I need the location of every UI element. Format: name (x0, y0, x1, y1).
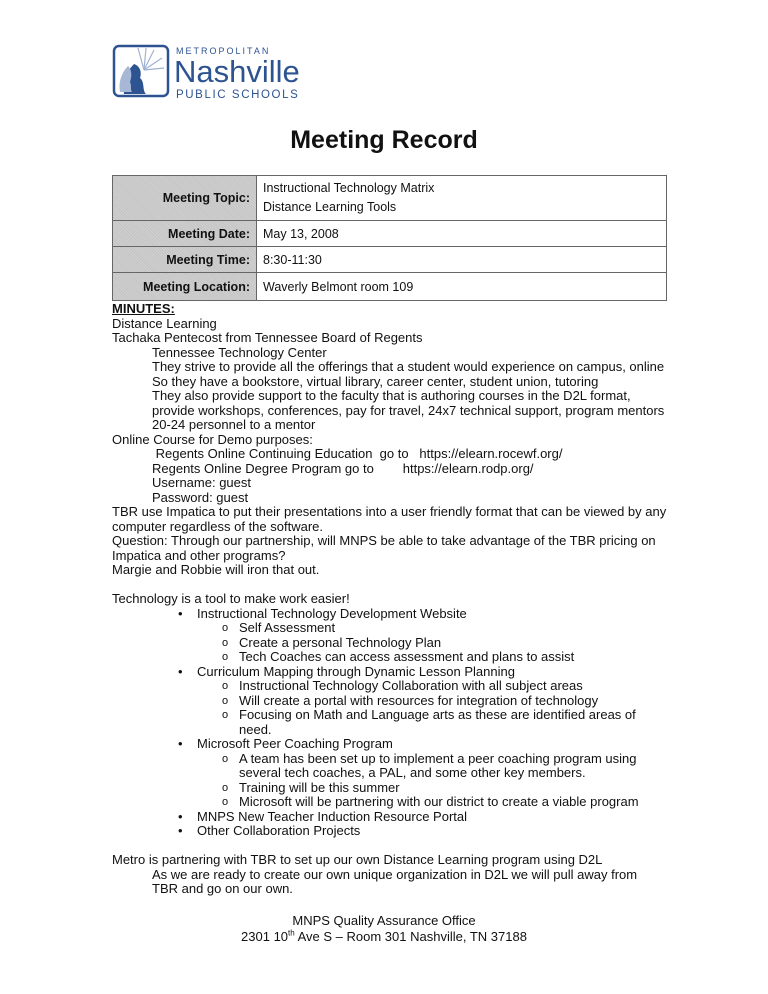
date-value: May 13, 2008 (257, 221, 667, 247)
bullet-text: Instructional Technology Development Website (197, 605, 467, 621)
bullet-text: Other Collaboration Projects (197, 823, 361, 838)
location-value: Waverly Belmont room 109 (257, 273, 667, 301)
course-link-line: Regents Online Continuing Education go to https://elearn.rocewf.org/ (152, 446, 563, 461)
text-line: They also provide support to the faculty that is authoring courses in the D2L format, (152, 388, 631, 403)
bullet-item (112, 810, 692, 825)
bullet-icon: • (178, 605, 183, 621)
text-line: TBR and go on our own. (152, 881, 293, 896)
sub-bullet-icon: o (222, 622, 229, 634)
sub-bullet-item (112, 752, 692, 767)
text-line: Online Course for Demo purposes: (112, 431, 313, 447)
time-label: Meeting Time: (113, 247, 257, 273)
course-link-line: Regents Online Degree Program go to https://elearn.rodp.org/ (152, 460, 534, 476)
footer-address-part: 2301 10 (241, 929, 289, 944)
bullet-item (112, 737, 692, 752)
bullet-icon: • (178, 663, 183, 679)
svg-text:Nashville: Nashville (174, 54, 300, 89)
text-line: Password: guest (152, 489, 249, 505)
text-line: Impatica and other programs? (112, 547, 286, 563)
text-line: TBR use Impatica to put their presentations into a user friendly format that can be viewed by any (112, 504, 667, 519)
minutes-body (112, 302, 692, 897)
bullet-text: Curriculum Mapping through Dynamic Lesson Planning (197, 663, 515, 679)
sub-bullet-item (112, 708, 692, 723)
sub-bullet-text: Self Assessment (239, 620, 336, 635)
spacer (112, 839, 692, 854)
sub-bullet-icon: o (222, 694, 229, 707)
text-line: Metro is partnering with TBR to set up our own Distance Learning program using D2L (112, 852, 603, 867)
bullet-icon: • (178, 823, 183, 838)
footer-address-part: Ave S – Room 301 Nashville, TN 37188 (294, 929, 527, 944)
footer-address-sup: th (288, 928, 295, 938)
sub-bullet-text: Will create a portal with resources for integration of technology (239, 692, 599, 708)
svg-text:PUBLIC SCHOOLS: PUBLIC SCHOOLS (176, 89, 300, 101)
page-title: Meeting Record (290, 126, 478, 154)
sub-bullet-item (112, 621, 692, 636)
bullet-icon: • (178, 808, 183, 824)
bullet-text: MNPS New Teacher Induction Resource Portal (197, 808, 467, 824)
text-line: Tachaka Pentecost from Tennessee Board of Regents (112, 330, 423, 345)
sub-bullet-icon: o (222, 680, 229, 692)
bullet-item (112, 824, 692, 839)
topic-line: Distance Learning Tools (263, 200, 397, 214)
text-line: provide workshops, conferences, pay for travel, 24x7 technical support, program mentors (152, 402, 665, 418)
sub-bullet-icon: o (222, 709, 229, 721)
bullet-text: Microsoft Peer Coaching Program (197, 736, 393, 751)
sub-bullet-icon: o (222, 651, 229, 663)
text-line: Username: guest (152, 475, 251, 490)
minutes-heading: MINUTES: (112, 301, 175, 316)
sub-bullet-item (112, 723, 692, 738)
text-line: Margie and Robbie will iron that out. (112, 562, 320, 577)
sub-bullet-text: need. (239, 721, 272, 737)
sub-bullet-text: Microsoft will be partnering with our district to create a viable program (239, 794, 639, 809)
date-label: Meeting Date: (113, 221, 257, 247)
svg-text:METROPOLITAN: METROPOLITAN (176, 46, 271, 56)
sub-bullet-text: Tech Coaches can access assessment and plans to assist (239, 649, 575, 664)
text-line: Question: Through our partnership, will MNPS be able to take advantage of the TBR pricing on (112, 533, 656, 548)
text-line: Tennessee Technology Center (152, 344, 327, 360)
text-line: Distance Learning (112, 315, 217, 331)
time-value: 8:30-11:30 (257, 247, 667, 273)
sub-bullet-item (112, 781, 692, 796)
text-line: 20-24 personnel to a mentor (152, 417, 316, 432)
bullet-icon: • (178, 736, 183, 751)
sub-bullet-icon: o (222, 781, 229, 794)
sub-bullet-text: several tech coaches, a PAL, and some other key members. (239, 765, 586, 780)
sub-bullet-item (112, 636, 692, 651)
topic-value (257, 176, 667, 221)
mnps-logo (112, 42, 317, 102)
topic-label: Meeting Topic: (113, 176, 257, 221)
sub-bullet-item (112, 795, 692, 810)
sub-bullet-icon: o (222, 796, 229, 808)
sub-bullet-item (112, 650, 692, 665)
sub-bullet-text: Focusing on Math and Language arts as these are identified areas of (239, 707, 636, 722)
sub-bullet-icon: o (222, 752, 229, 765)
text-line: computer regardless of the software. (112, 518, 323, 534)
topic-line: Instructional Technology Matrix (263, 181, 435, 195)
meeting-info-table (112, 175, 667, 301)
text-line: So they have a bookstore, virtual library, career center, student union, tutoring (152, 373, 599, 389)
sub-bullet-item (112, 679, 692, 694)
location-label: Meeting Location: (113, 273, 257, 301)
text-line: Technology is a tool to make work easier! (112, 591, 350, 606)
bullet-item (112, 665, 692, 680)
footer (0, 913, 768, 945)
text-line: As we are ready to create our own unique organization in D2L we will pull away from (152, 866, 638, 882)
footer-office: MNPS Quality Assurance Office (292, 913, 476, 928)
text-line: They strive to provide all the offerings that a student would experience on campus, online (152, 359, 665, 374)
sub-bullet-item (112, 766, 692, 781)
sub-bullet-text: Instructional Technology Collaboration with all subject areas (239, 678, 583, 693)
sub-bullet-icon: o (222, 636, 229, 649)
sub-bullet-text: Create a personal Technology Plan (239, 634, 442, 650)
sub-bullet-text: Training will be this summer (239, 779, 400, 795)
spacer (112, 578, 692, 593)
bullet-item (112, 607, 692, 622)
footer-address (0, 929, 768, 945)
sub-bullet-text: A team has been set up to implement a peer coaching program using (239, 750, 637, 766)
sub-bullet-item (112, 694, 692, 709)
